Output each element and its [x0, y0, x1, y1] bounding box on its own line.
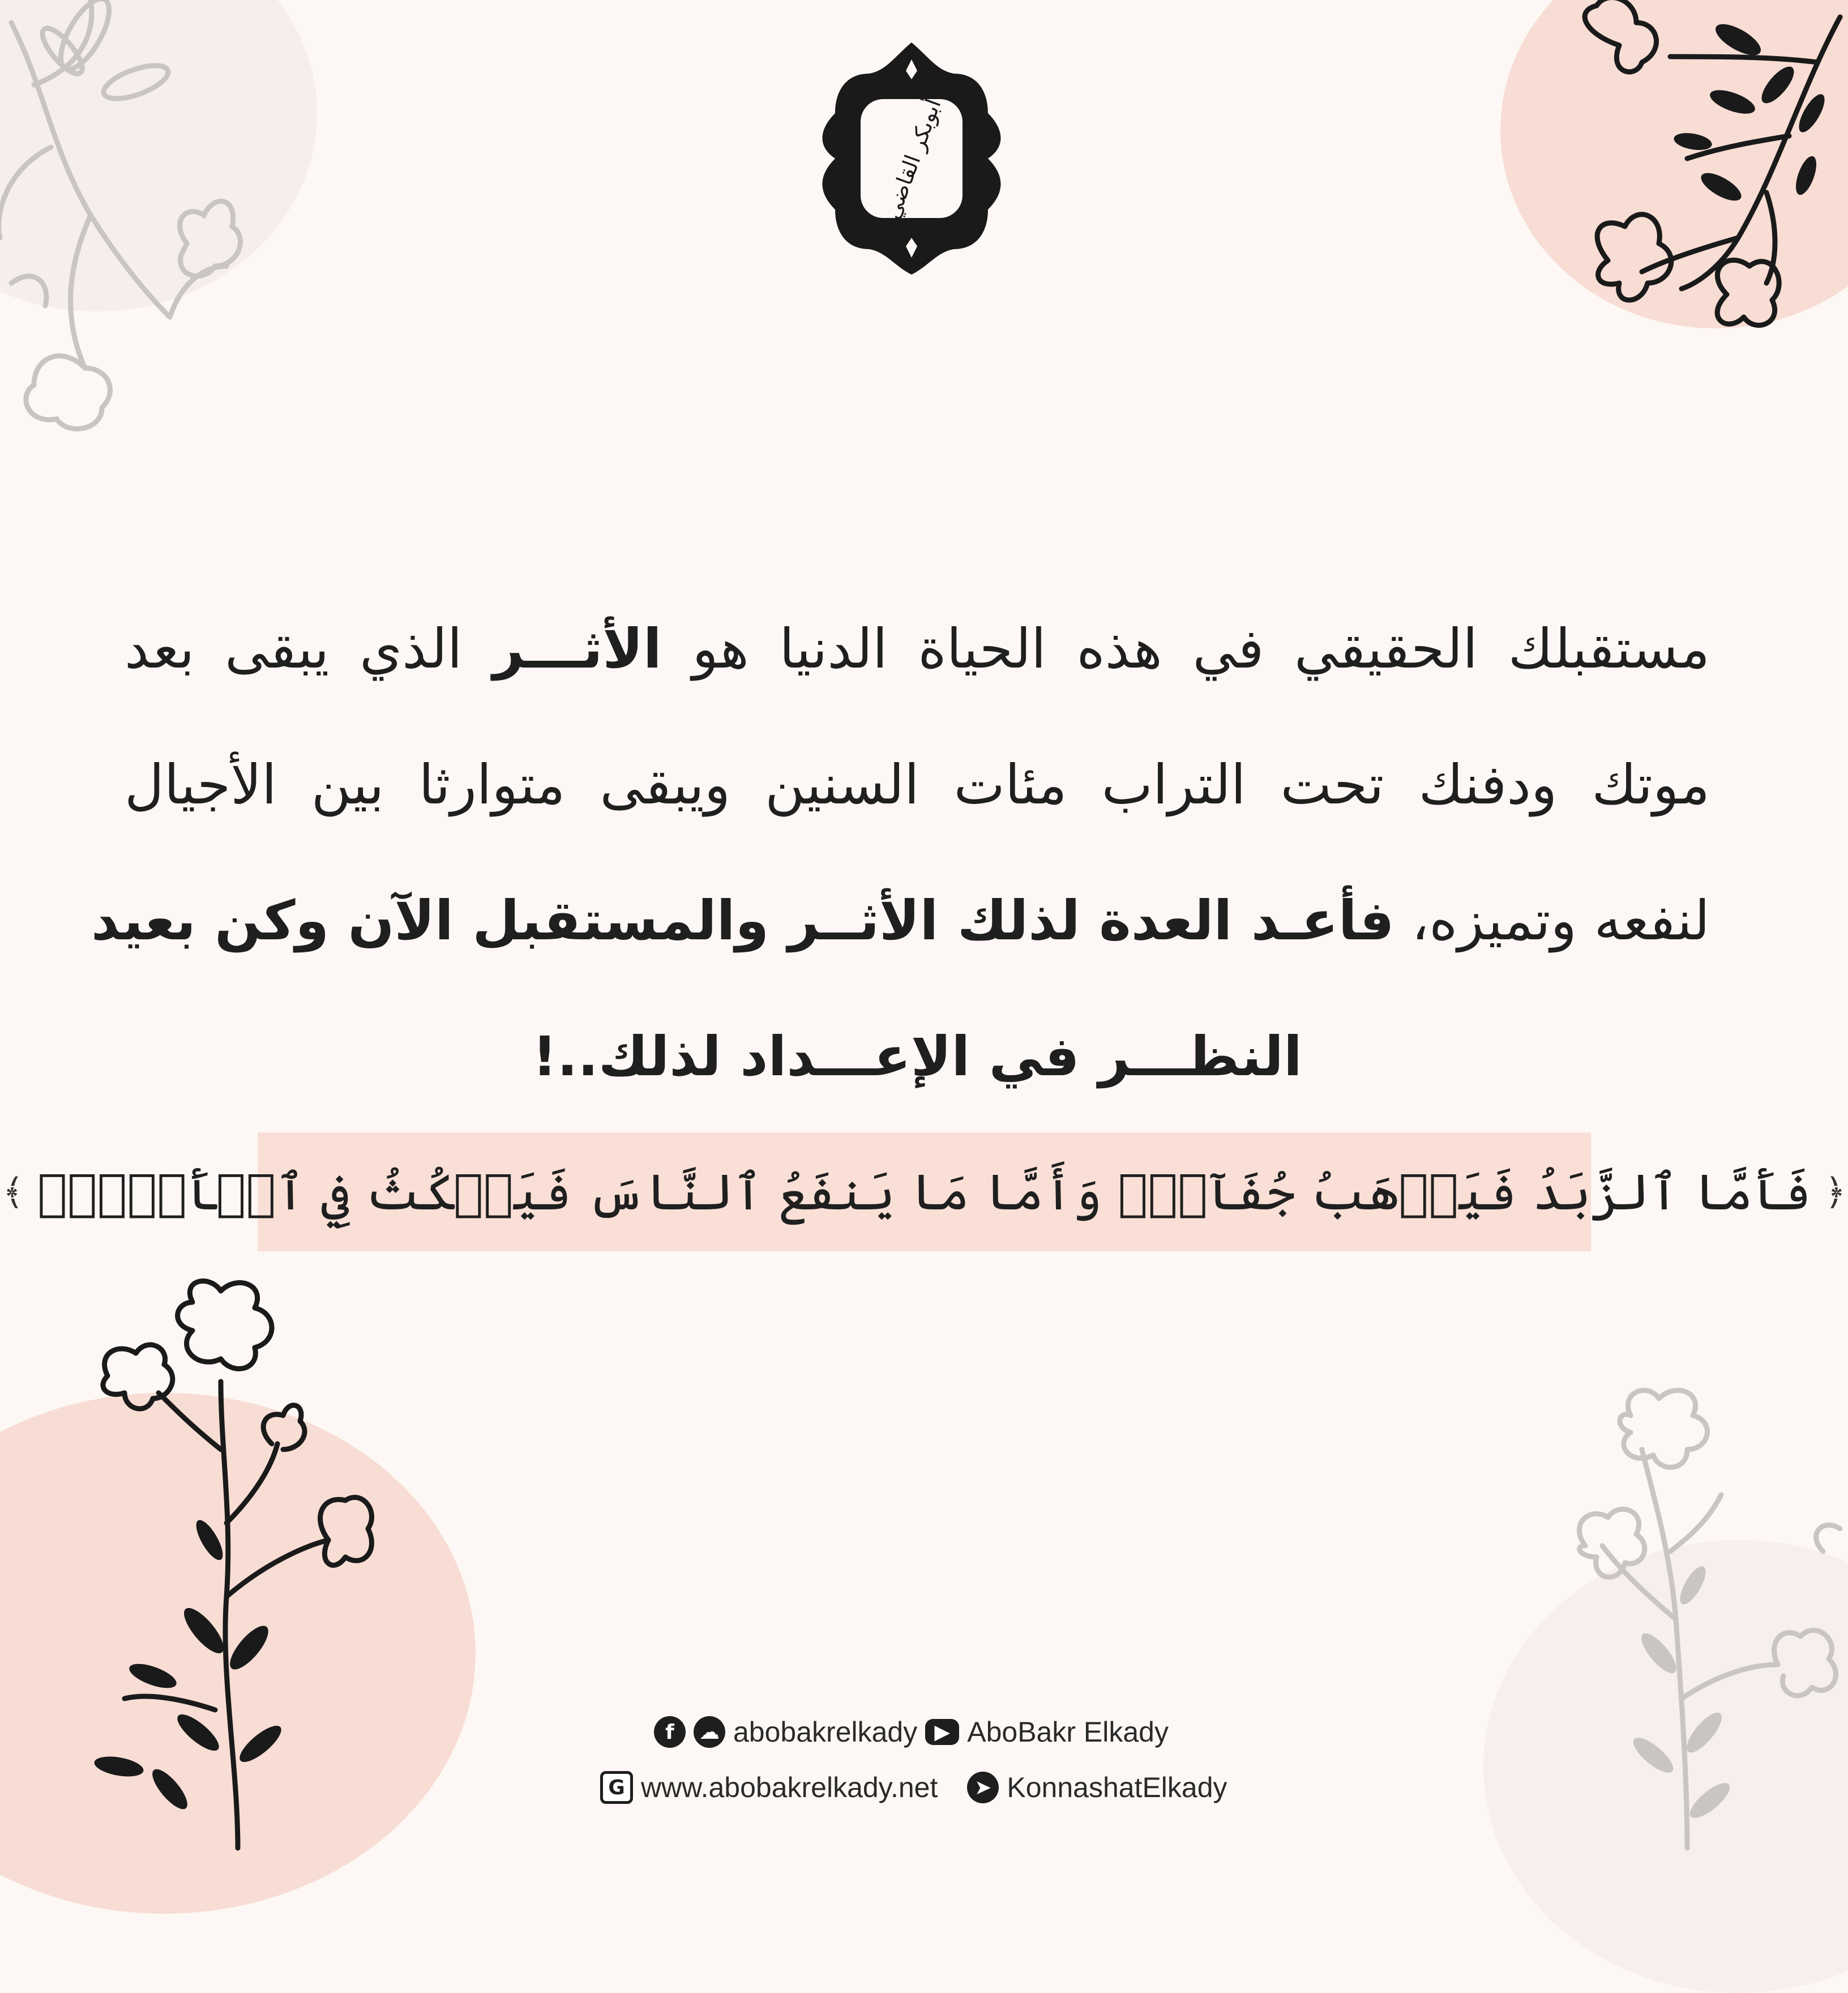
website-link[interactable]: www.abobakrelkady.net — [641, 1772, 938, 1803]
logo-calligraphy: أبوبكر القاضي — [879, 95, 946, 223]
line1-emphasis: الأثـــر — [493, 617, 662, 681]
quran-verse-box — [2, 1132, 1846, 1251]
google-icon[interactable]: G — [600, 1771, 633, 1804]
line4-emphasis: النظـــر في الإعـــداد لذلك..! — [532, 1025, 1302, 1088]
telegram-handle[interactable]: KonnashatElkady — [1007, 1772, 1227, 1803]
line1-text-b: الذي يبقى بعد — [125, 617, 493, 681]
floral-decoration-top-left — [0, 0, 238, 430]
facebook-icon[interactable]: f — [654, 1716, 686, 1748]
floral-decoration-top-right — [1551, 0, 1848, 351]
floral-decoration-bottom-left — [85, 1280, 402, 1848]
main-text-line-2: موتك ودفنك تحت التراب مئات السنين ويبقى متوارثا بين الأجيال — [125, 753, 1710, 816]
social-handle[interactable]: abobakrelkady — [733, 1716, 918, 1748]
line3-text-a: لنفعه وتميزه، — [1394, 889, 1710, 952]
quran-verse-text: فَأَمَّا ٱلزَّبَدُ فَيَذۡهَبُ جُفَآءٗۖ وَأَمَّا مَا يَنفَعُ ٱلنَّاسَ فَيَمۡكُثُ فِي ٱلۡأَرۡضِۚ — [37, 1162, 1812, 1221]
main-text-line-4 — [125, 1025, 1710, 1088]
youtube-channel-name[interactable]: AboBakr Elkady — [967, 1716, 1169, 1748]
main-text-line-3 — [91, 889, 1710, 952]
youtube-icon[interactable]: ▶ — [925, 1719, 959, 1745]
main-text-line-1 — [125, 617, 1710, 681]
line3-emphasis: فأعـد العدة لذلك الأثــر والمستقبل الآن وكن بعيد — [91, 889, 1394, 952]
telegram-icon[interactable]: ➤ — [967, 1772, 999, 1803]
logo-emblem — [807, 40, 1016, 277]
verse-close-bracket: ﴾ — [2, 1171, 24, 1213]
footer-links-row — [600, 1771, 1227, 1804]
line1-text-a: مستقبلك الحقيقي في هذه الحياة الدنيا هو — [661, 617, 1710, 681]
soundcloud-icon[interactable]: ☁ — [694, 1716, 725, 1748]
floral-decoration-bottom-right — [1540, 1382, 1848, 1848]
verse-open-bracket: ﴿ — [1825, 1171, 1846, 1213]
footer-social-row — [654, 1716, 1169, 1748]
